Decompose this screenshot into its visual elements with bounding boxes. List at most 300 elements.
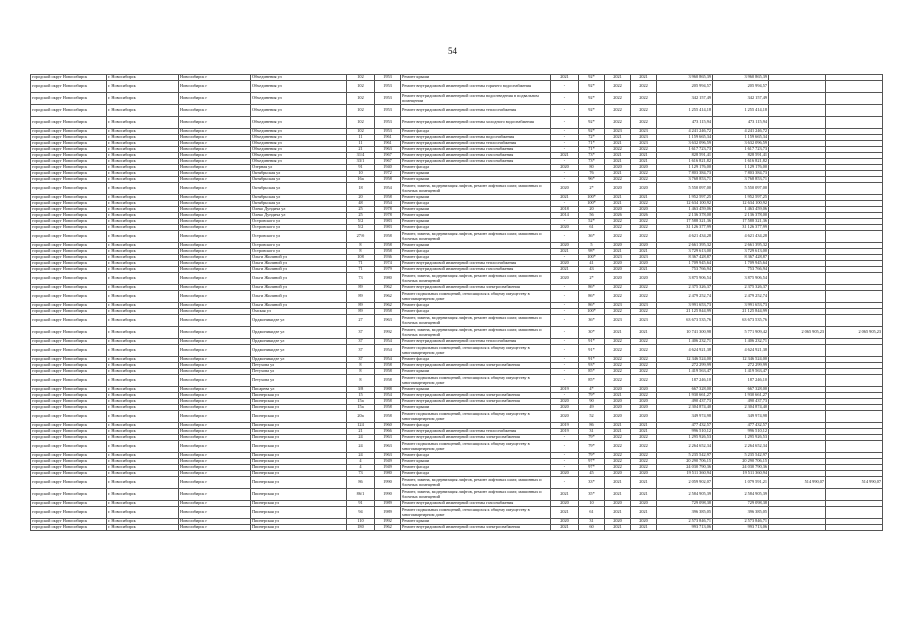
- plan-start-cell: 2022: [605, 435, 631, 441]
- street-cell: Пионерская ул: [251, 525, 347, 531]
- wear-percent-cell: 45: [579, 471, 605, 477]
- house-number-cell: 16а: [347, 177, 375, 183]
- total-cost-cell: 2 661 395,32: [657, 243, 713, 249]
- locality-cell: Новосибирск г: [179, 429, 251, 435]
- build-year-cell: 1961: [375, 141, 401, 147]
- total-cost-cell: 63 673 535,76: [657, 315, 713, 327]
- local-budget-cell: [826, 291, 883, 303]
- settlement-cell: г. Новосибирск: [107, 129, 179, 135]
- plan-start-cell: 2022: [605, 441, 631, 453]
- settlement-cell: г. Новосибирск: [107, 453, 179, 459]
- plan-end-cell: 2023: [631, 315, 657, 327]
- locality-cell: Новосибирск г: [179, 105, 251, 117]
- plan-start-cell: 2021: [605, 429, 631, 435]
- build-year-cell: 1953: [375, 81, 401, 93]
- settlement-cell: г. Новосибирск: [107, 309, 179, 315]
- plan-start-cell: 2023: [605, 129, 631, 135]
- total-cost-cell: 7 803 384,73: [657, 171, 713, 177]
- last-repair-year-cell: -: [551, 231, 579, 243]
- municipality-cell: городской округ Новосибирск: [31, 75, 107, 81]
- fund-cost-cell: 4 624 921,38: [713, 345, 769, 357]
- work-type-cell: Ремонт крыши: [401, 195, 551, 201]
- wear-percent-cell: 85*: [579, 375, 605, 387]
- fund-cost-cell: 5 235 542,97: [713, 453, 769, 459]
- plan-end-cell: 2022: [631, 339, 657, 345]
- total-cost-cell: 5 235 542,97: [657, 453, 713, 459]
- house-number-cell: 8: [347, 363, 375, 369]
- house-number-cell: 124: [347, 423, 375, 429]
- total-cost-cell: 187 246,10: [657, 375, 713, 387]
- wear-percent-cell: 73*: [579, 159, 605, 165]
- last-repair-year-cell: 2021: [551, 525, 579, 531]
- street-cell: Пионерская ул: [251, 519, 347, 525]
- house-number-cell: 18: [347, 183, 375, 195]
- build-year-cell: 1962: [375, 525, 401, 531]
- wear-percent-cell: 91*: [579, 345, 605, 357]
- plan-start-cell: 2022: [605, 375, 631, 387]
- budget-cost-cell: [769, 93, 826, 105]
- settlement-cell: г. Новосибирск: [107, 393, 179, 399]
- last-repair-year-cell: -: [551, 459, 579, 465]
- house-number-cell: 25: [347, 207, 375, 213]
- plan-end-cell: 2021: [631, 153, 657, 159]
- total-cost-cell: 3 991 653,73: [657, 303, 713, 309]
- street-cell: Островского ул: [251, 225, 347, 231]
- build-year-cell: 1949: [375, 465, 401, 471]
- plan-start-cell: 2021: [605, 525, 631, 531]
- wear-percent-cell: 20: [579, 207, 605, 213]
- municipality-cell: городской округ Новосибирск: [31, 459, 107, 465]
- work-type-cell: Ремонт крыши: [401, 243, 551, 249]
- plan-end-cell: 2021: [631, 159, 657, 165]
- last-repair-year-cell: -: [551, 201, 579, 207]
- locality-cell: Новосибирск г: [179, 375, 251, 387]
- plan-start-cell: 2020: [605, 399, 631, 405]
- wear-percent-cell: 71*: [579, 147, 605, 153]
- budget-cost-cell: [769, 525, 826, 531]
- plan-start-cell: 2020: [605, 501, 631, 507]
- settlement-cell: г. Новосибирск: [107, 219, 179, 225]
- work-type-cell: Ремонт фасада: [401, 201, 551, 207]
- settlement-cell: г. Новосибирск: [107, 471, 179, 477]
- wear-percent-cell: 92*: [579, 93, 605, 105]
- house-number-cell: 89: [347, 309, 375, 315]
- municipality-cell: городской округ Новосибирск: [31, 441, 107, 453]
- settlement-cell: г. Новосибирск: [107, 303, 179, 309]
- build-year-cell: 1958: [375, 243, 401, 249]
- total-cost-cell: 3 729 613,00: [657, 249, 713, 255]
- locality-cell: Новосибирск г: [179, 147, 251, 153]
- settlement-cell: г. Новосибирск: [107, 441, 179, 453]
- municipality-cell: городской округ Новосибирск: [31, 303, 107, 309]
- wear-percent-cell: 91*: [579, 339, 605, 345]
- build-year-cell: 1978: [375, 213, 401, 219]
- last-repair-year-cell: -: [551, 285, 579, 291]
- municipality-cell: городской округ Новосибирск: [31, 117, 107, 129]
- work-type-cell: Ремонт крыши: [401, 177, 551, 183]
- total-cost-cell: 1 419 563,47: [657, 369, 713, 375]
- plan-start-cell: 2022: [605, 369, 631, 375]
- local-budget-cell: 2 065 905,23: [826, 327, 883, 339]
- total-cost-cell: 1 295 926,53: [657, 435, 713, 441]
- plan-start-cell: 2023: [605, 255, 631, 261]
- build-year-cell: 1958: [375, 231, 401, 243]
- settlement-cell: г. Новосибирск: [107, 525, 179, 531]
- work-type-cell: Ремонт фасада: [401, 303, 551, 309]
- locality-cell: Новосибирск г: [179, 141, 251, 147]
- house-number-cell: 89: [347, 303, 375, 309]
- locality-cell: Новосибирск г: [179, 75, 251, 81]
- last-repair-year-cell: 2021: [551, 195, 579, 201]
- wear-percent-cell: 4*: [579, 387, 605, 393]
- municipality-cell: городской округ Новосибирск: [31, 507, 107, 519]
- municipality-cell: городской округ Новосибирск: [31, 261, 107, 267]
- municipality-cell: городской округ Новосибирск: [31, 327, 107, 339]
- plan-end-cell: 2020: [631, 519, 657, 525]
- plan-start-cell: 2022: [605, 285, 631, 291]
- house-number-cell: 71: [347, 267, 375, 273]
- build-year-cell: 1958: [375, 375, 401, 387]
- wear-percent-cell: 100*: [579, 309, 605, 315]
- plan-start-cell: 2020: [605, 387, 631, 393]
- settlement-cell: г. Новосибирск: [107, 135, 179, 141]
- total-cost-cell: 1 159 665,34: [657, 135, 713, 141]
- plan-end-cell: 2020: [631, 387, 657, 393]
- last-repair-year-cell: -: [551, 477, 579, 489]
- table-body: [31, 75, 883, 531]
- settlement-cell: г. Новосибирск: [107, 327, 179, 339]
- total-cost-cell: 17 588 321,36: [657, 219, 713, 225]
- fund-cost-cell: 31 126 377,99: [713, 225, 769, 231]
- plan-end-cell: 2022: [631, 231, 657, 243]
- last-repair-year-cell: -: [551, 81, 579, 93]
- plan-end-cell: 2022: [631, 375, 657, 387]
- budget-cost-cell: [769, 231, 826, 243]
- fund-cost-cell: 272 299,99: [713, 363, 769, 369]
- build-year-cell: 1978: [375, 207, 401, 213]
- work-type-cell: Ремонт внутридомовой инженерной системы электроснабжения: [401, 393, 551, 399]
- wear-percent-cell: 96*: [579, 177, 605, 183]
- house-number-cell: 91: [347, 501, 375, 507]
- street-cell: Омская ул: [251, 309, 347, 315]
- build-year-cell: 1980: [375, 273, 401, 285]
- house-number-cell: 94: [347, 507, 375, 519]
- plan-end-cell: 2020: [631, 471, 657, 477]
- wear-percent-cell: 100*: [579, 195, 605, 201]
- work-type-cell: Ремонт крыши: [401, 369, 551, 375]
- last-repair-year-cell: -: [551, 393, 579, 399]
- house-number-cell: 86: [347, 477, 375, 489]
- work-type-cell: Ремонт, замена, модернизация лифтов, ремонт лифтовых шахт, машинных и блочных помещений: [401, 273, 551, 285]
- house-number-cell: 8: [347, 369, 375, 375]
- fund-cost-cell: 205 994,57: [713, 81, 769, 93]
- locality-cell: Новосибирск г: [179, 249, 251, 255]
- settlement-cell: г. Новосибирск: [107, 207, 179, 213]
- street-cell: Объединения ул: [251, 75, 347, 81]
- last-repair-year-cell: 2021: [551, 489, 579, 501]
- house-number-cell: 11: [347, 141, 375, 147]
- plan-start-cell: 2020: [605, 243, 631, 249]
- local-budget-cell: [826, 273, 883, 285]
- locality-cell: Новосибирск г: [179, 459, 251, 465]
- wear-percent-cell: 98*: [579, 249, 605, 255]
- fund-cost-cell: 996 510,12: [713, 429, 769, 435]
- fund-cost-cell: 2 573 846,71: [713, 519, 769, 525]
- total-cost-cell: 396 385,05: [657, 507, 713, 519]
- municipality-cell: городской округ Новосибирск: [31, 519, 107, 525]
- work-type-cell: Ремонт внутридомовой инженерной системы газоснабжения: [401, 147, 551, 153]
- house-number-cell: 5/2: [347, 225, 375, 231]
- work-type-cell: Ремонт подвальных помещений, относящихся к общему имуществу в многоквартирном доме: [401, 507, 551, 519]
- street-cell: Объединения ул: [251, 117, 347, 129]
- last-repair-year-cell: -: [551, 303, 579, 309]
- street-cell: Олеко Дундича ул: [251, 207, 347, 213]
- wear-percent-cell: 10: [579, 501, 605, 507]
- build-year-cell: 1954: [375, 357, 401, 363]
- fund-cost-cell: 12 634 100,92: [713, 201, 769, 207]
- build-year-cell: 1992: [375, 327, 401, 339]
- plan-end-cell: 2022: [631, 177, 657, 183]
- plan-end-cell: 2022: [631, 345, 657, 357]
- fund-cost-cell: 4 621 434,28: [713, 231, 769, 243]
- settlement-cell: г. Новосибирск: [107, 405, 179, 411]
- work-type-cell: Ремонт внутридомовой инженерной системы холодного водоснабжения: [401, 117, 551, 129]
- total-cost-cell: 12 346 524,00: [657, 357, 713, 363]
- build-year-cell: 1958: [375, 309, 401, 315]
- budget-cost-cell: [769, 291, 826, 303]
- settlement-cell: г. Новосибирск: [107, 231, 179, 243]
- plan-start-cell: 2021: [605, 75, 631, 81]
- locality-cell: Новосибирск г: [179, 453, 251, 459]
- work-type-cell: Ремонт крыши: [401, 519, 551, 525]
- work-type-cell: Ремонт внутридомовой инженерной системы водоснабжения: [401, 135, 551, 141]
- street-cell: Пионерская ул: [251, 423, 347, 429]
- fund-cost-cell: 1 930 661,27: [713, 393, 769, 399]
- fund-cost-cell: 3 991 653,73: [713, 303, 769, 309]
- wear-percent-cell: 92*: [579, 81, 605, 93]
- build-year-cell: 1962: [375, 285, 401, 291]
- house-number-cell: 33/1: [347, 159, 375, 165]
- locality-cell: Новосибирск г: [179, 93, 251, 105]
- wear-percent-cell: 92*: [579, 75, 605, 81]
- last-repair-year-cell: 2020: [551, 273, 579, 285]
- build-year-cell: 1966: [375, 429, 401, 435]
- settlement-cell: г. Новосибирск: [107, 501, 179, 507]
- wear-percent-cell: 76: [579, 171, 605, 177]
- build-year-cell: 1954: [375, 345, 401, 357]
- settlement-cell: г. Новосибирск: [107, 201, 179, 207]
- build-year-cell: 1953: [375, 129, 401, 135]
- street-cell: Пионерская ул: [251, 405, 347, 411]
- street-cell: Объединения ул: [251, 135, 347, 141]
- plan-start-cell: 2020: [605, 165, 631, 171]
- settlement-cell: г. Новосибирск: [107, 243, 179, 249]
- street-cell: Пионерская ул: [251, 429, 347, 435]
- settlement-cell: г. Новосибирск: [107, 465, 179, 471]
- wear-percent-cell: 79*: [579, 453, 605, 459]
- municipality-cell: городской округ Новосибирск: [31, 129, 107, 135]
- page-number: 54: [448, 46, 457, 56]
- street-cell: Ольги Жилиной ул: [251, 273, 347, 285]
- last-repair-year-cell: -: [551, 105, 579, 117]
- municipality-cell: городской округ Новосибирск: [31, 165, 107, 171]
- municipality-cell: городской округ Новосибирск: [31, 153, 107, 159]
- municipality-cell: городской округ Новосибирск: [31, 387, 107, 393]
- total-cost-cell: 993 713,06: [657, 525, 713, 531]
- plan-end-cell: 2020: [631, 261, 657, 267]
- settlement-cell: г. Новосибирск: [107, 81, 179, 93]
- table-row: [31, 477, 883, 489]
- table-container: [30, 74, 882, 531]
- plan-start-cell: 2022: [605, 147, 631, 153]
- locality-cell: Новосибирск г: [179, 345, 251, 357]
- plan-end-cell: 2022: [631, 225, 657, 231]
- last-repair-year-cell: -: [551, 345, 579, 357]
- locality-cell: Новосибирск г: [179, 117, 251, 129]
- work-type-cell: Ремонт фасада: [401, 465, 551, 471]
- total-cost-cell: 490 437,73: [657, 399, 713, 405]
- wear-percent-cell: 79*: [579, 435, 605, 441]
- build-year-cell: 1962: [375, 291, 401, 303]
- last-repair-year-cell: -: [551, 357, 579, 363]
- locality-cell: Новосибирск г: [179, 357, 251, 363]
- settlement-cell: г. Новосибирск: [107, 255, 179, 261]
- plan-end-cell: 2021: [631, 477, 657, 489]
- last-repair-year-cell: 2020: [551, 471, 579, 477]
- plan-end-cell: 2020: [631, 399, 657, 405]
- street-cell: Объединения ул: [251, 129, 347, 135]
- street-cell: Орджоникидзе ул: [251, 357, 347, 363]
- street-cell: Писарева ул: [251, 387, 347, 393]
- total-cost-cell: 2 584 905,39: [657, 489, 713, 501]
- plan-end-cell: 2020: [631, 207, 657, 213]
- fund-cost-cell: 2 661 395,32: [713, 243, 769, 249]
- municipality-cell: городской округ Новосибирск: [31, 429, 107, 435]
- municipality-cell: городской округ Новосибирск: [31, 183, 107, 195]
- plan-end-cell: 2022: [631, 441, 657, 453]
- settlement-cell: г. Новосибирск: [107, 291, 179, 303]
- street-cell: Объединения ул: [251, 147, 347, 153]
- last-repair-year-cell: 2021: [551, 507, 579, 519]
- plan-end-cell: 2022: [631, 465, 657, 471]
- work-type-cell: Ремонт, замена, модернизация лифтов, ремонт лифтовых шахт, машинных и блочных помещений: [401, 327, 551, 339]
- build-year-cell: 1958: [375, 411, 401, 423]
- last-repair-year-cell: 2020: [551, 261, 579, 267]
- locality-cell: Новосибирск г: [179, 441, 251, 453]
- plan-end-cell: 2022: [631, 435, 657, 441]
- budget-cost-cell: [769, 441, 826, 453]
- last-repair-year-cell: -: [551, 327, 579, 339]
- last-repair-year-cell: 2020: [551, 183, 579, 195]
- work-type-cell: Ремонт внутридомовой инженерной системы электроснабжения: [401, 285, 551, 291]
- street-cell: Объединения ул: [251, 141, 347, 147]
- house-number-cell: 24: [347, 435, 375, 441]
- total-cost-cell: 342 157,49: [657, 93, 713, 105]
- work-type-cell: Ремонт подвальных помещений, относящихся к общему имуществу в многоквартирном доме: [401, 291, 551, 303]
- total-cost-cell: 1 406 232,71: [657, 339, 713, 345]
- plan-start-cell: 2020: [605, 405, 631, 411]
- fund-cost-cell: 753 766,94: [713, 267, 769, 273]
- work-type-cell: Ремонт внутридомовой инженерной системы теплоснабжения: [401, 429, 551, 435]
- total-cost-cell: 1 930 661,27: [657, 393, 713, 399]
- build-year-cell: 1940: [375, 165, 401, 171]
- plan-start-cell: 2022: [605, 219, 631, 225]
- settlement-cell: г. Новосибирск: [107, 429, 179, 435]
- fund-cost-cell: 667 328,00: [713, 387, 769, 393]
- wear-percent-cell: 61: [579, 507, 605, 519]
- municipality-cell: городской округ Новосибирск: [31, 141, 107, 147]
- house-number-cell: 102: [347, 129, 375, 135]
- street-cell: Пионерская ул: [251, 435, 347, 441]
- locality-cell: Новосибирск г: [179, 363, 251, 369]
- last-repair-year-cell: -: [551, 159, 579, 165]
- locality-cell: Новосибирск г: [179, 477, 251, 489]
- last-repair-year-cell: 2021: [551, 267, 579, 273]
- plan-start-cell: 2022: [605, 117, 631, 129]
- plan-end-cell: 2022: [631, 459, 657, 465]
- total-cost-cell: 753 766,94: [657, 267, 713, 273]
- last-repair-year-cell: -: [551, 93, 579, 105]
- last-repair-year-cell: -: [551, 219, 579, 225]
- house-number-cell: 37: [347, 339, 375, 345]
- build-year-cell: 1958: [375, 369, 401, 375]
- last-repair-year-cell: -: [551, 291, 579, 303]
- table-row: [31, 117, 883, 129]
- street-cell: Островского ул: [251, 249, 347, 255]
- plan-start-cell: 2021: [605, 141, 631, 147]
- wear-percent-cell: 91*: [579, 357, 605, 363]
- plan-start-cell: 2021: [605, 489, 631, 501]
- local-budget-cell: [826, 231, 883, 243]
- table-row: [31, 315, 883, 327]
- total-cost-cell: 2 479 252,74: [657, 291, 713, 303]
- locality-cell: Новосибирск г: [179, 423, 251, 429]
- settlement-cell: г. Новосибирск: [107, 285, 179, 291]
- municipality-cell: городской округ Новосибирск: [31, 231, 107, 243]
- wear-percent-cell: 97*: [579, 459, 605, 465]
- work-type-cell: Ремонт, замена, модернизация лифтов, ремонт лифтовых шахт, машинных и блочных помещений: [401, 477, 551, 489]
- local-budget-cell: [826, 345, 883, 357]
- plan-end-cell: 2022: [631, 105, 657, 117]
- plan-end-cell: 2020: [631, 165, 657, 171]
- settlement-cell: г. Новосибирск: [107, 459, 179, 465]
- total-cost-cell: 3 960 865,39: [657, 75, 713, 81]
- municipality-cell: городской округ Новосибирск: [31, 411, 107, 423]
- street-cell: Островского ул: [251, 231, 347, 243]
- budget-cost-cell: [769, 345, 826, 357]
- local-budget-cell: [826, 315, 883, 327]
- fund-cost-cell: 2 136 378,00: [713, 213, 769, 219]
- last-repair-year-cell: -: [551, 435, 579, 441]
- locality-cell: Новосибирск г: [179, 255, 251, 261]
- fund-cost-cell: 1 952 597,25: [713, 195, 769, 201]
- municipality-cell: городской округ Новосибирск: [31, 273, 107, 285]
- settlement-cell: г. Новосибирск: [107, 357, 179, 363]
- local-budget-cell: 514 990,07: [826, 477, 883, 489]
- table-row: [31, 441, 883, 453]
- build-year-cell: 1989: [375, 501, 401, 507]
- plan-start-cell: 2022: [605, 309, 631, 315]
- budget-cost-cell: [769, 411, 826, 423]
- work-type-cell: Ремонт фасада: [401, 471, 551, 477]
- municipality-cell: городской округ Новосибирск: [31, 207, 107, 213]
- wear-percent-cell: 31: [579, 429, 605, 435]
- municipality-cell: городской округ Новосибирск: [31, 315, 107, 327]
- total-cost-cell: 2 573 846,71: [657, 519, 713, 525]
- plan-end-cell: 2022: [631, 147, 657, 153]
- build-year-cell: 1949: [375, 459, 401, 465]
- settlement-cell: г. Новосибирск: [107, 165, 179, 171]
